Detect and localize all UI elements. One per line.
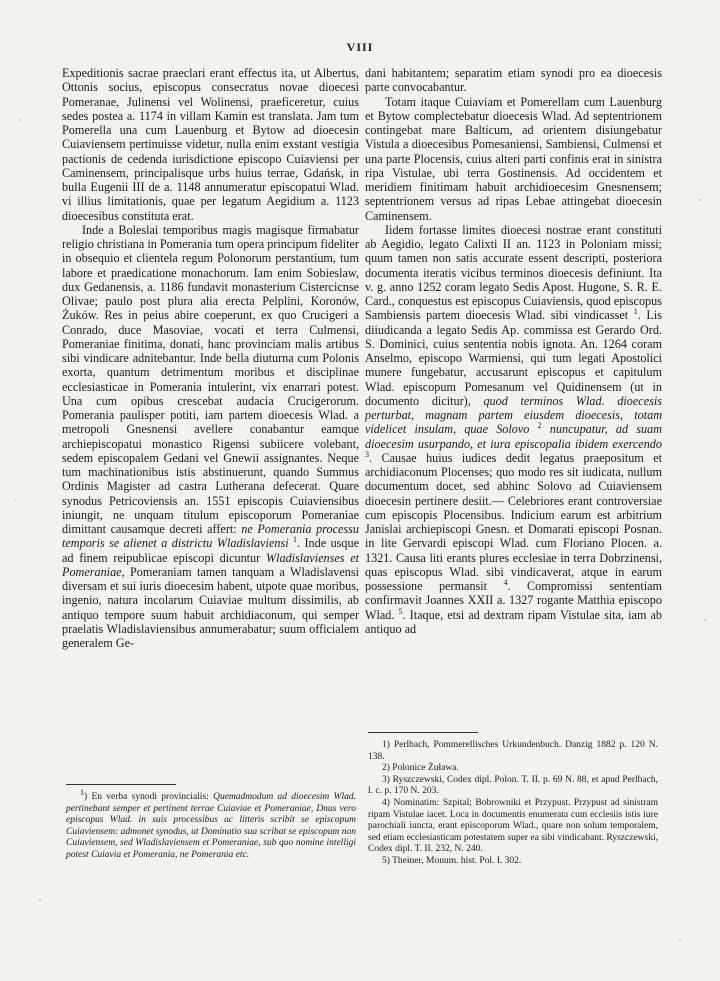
- footnote-rule-right: [368, 732, 478, 733]
- footnote-right-4: 4) Nominatim: Szpital; Bobrowniki et Przypust. Przypust ad sinistram ripam Vistulae iacet. Loca in documentis enumerata cum ecclesiis istis iure parochiali iuncta, erant episcoporum Wlad., quare non solum temporalem, sed etiam ecclesiasticam potestatem super ea sibi vindicabant. Ryszczewski, Codex dipl. T. II. 232, N. 240.: [368, 797, 658, 855]
- left-column: [62, 66, 359, 650]
- page-number: VIII: [346, 40, 374, 54]
- left-paragraph-1: Expeditionis sacrae praeclari erant effectus ita, ut Albertus, Ottonis socius, episcopus consecratus novae dioecesi Pomeranae, Julinensi vel Wolinensi, praeficeretur, cuius sedes postea a. 1174 in villam Kamin est translata. Jam tum Pomerella una cum Lauenburg et Bytow ad dioecesin Cuiaviensem pertinuisse videtur, nulla enim exstant vestigia pactionis de cedenda iurisdictione episcopo Cuiaviensi per Caminensem, principalisque urbs huius terrae, Gdańsk, in bulla Eugenii III de a. 1148 annumeratur episcopatui Wlad. vi illius limitationis, quae per legatum Aegidium a. 1123 dioecesibus constituta erat.: [62, 66, 359, 223]
- footnote-right-1: 1) Perlbach, Pommerellisches Urkundenbuch. Danzig 1882 p. 120 N. 138.: [368, 740, 658, 762]
- left-paragraph-2: Inde a Boleslai temporibus magis magisque firmabatur religio christiana in Pomerania tum opera principum fideliter in obsequio et clientela regum Polonorum perstantium, tum labore et praedicatione monachorum. Iam enim Sobieslaw, dux Gedanensis, a. 1186 fundavit monasterium Cistercicnse Olivae; paulo post plura alia erecta Pelplini, Koronów, Żuków. Res in peius abire coeperunt, ex quo Crucigeri a Conrado, duce Masoviae, vocati et terra Culmensi, Pomeraniae finitima, donati, hanc provinciam malis artibus sibi vindicare adnitebantur. Inde bella diuturna cum Polonis exorta, quantum detrimentum moribus et disciplinae ecclesiasticae in Pomerania intulerint, vix enarrari potest. Una cum opibus crescebat audacia Crucigerorum. Pomerania paulisper potiti, iam partem dioecesis Wlad. a metropoli Gnesnensi avellere conabantur eamque archiepiscopatui monastico Rigensi subiicere volebant, sedem episcopalem Gedani vel Gnewii assignantes. Neque tum machinationibus istis abstinuerunt, quando Summus Ordinis Magister ad castra Lutherana defecerat. Quare synodus Petricoviensis an. 1551 episcopis Cuiaviensibus iniungit, ne unquam titulum episcoporum Pomeraniae dimittant causamque decreti affert: ne Pomerania processu temporis se alienet a districtu Wladislaviensi $^1$. Inde usque ad finem reipublicae episcopi dicuntur Wladislavienses et Pomeraniae, Pomeraniam tamen tanquam a Wladislavensi diversam et sui iuris dioecesim habent, utpote quae moribus, ingenio, natura incolarum Cuiaviae multum dissimilis, ab antiquo tempore suum habuit archidiaconum, qui semper praelatis Wladislaviensibus annumerabatur; suum officialem generalem Ge-: [62, 222, 360, 650]
- footnote-right-3: 3) Ryszczewski, Codex dipl. Polon. T. II. p. 69 N. 88, et apud Perlbach, l. c. p. 170 N. 203.: [368, 774, 658, 797]
- footnotes-right: [368, 740, 658, 868]
- footnote-right-5: 5) Theiner, Monum. hist. Pol. I. 302.: [382, 855, 522, 866]
- footnotes-left: [66, 787, 357, 862]
- right-column: [365, 66, 662, 636]
- right-paragraph-3: Iidem fortasse limites dioecesi nostrae erant constituti ab Aegidio, legato Calixti II an. 1123 in Poloniam missi; quum tamen non satis accurate essent descripti, posteriora documenta iteratis vicibus terminos dioecesis definiunt. Ita v. g. anno 1252 coram legato Sedis Apost. Hugone, S. R. E. Card., conquestus est episcopus Cuiaviensis, quod episcopus Sambiensis partem dioecesis Wlad. sibi vindicasset $^1$. Lis diiudicanda a legato Sedis Ap. commissa est Gerardo Ord. S. Dominici, cuius sententia nobis ignota. An. 1264 coram Anselmo, episcopo Warmiensi, qui tum legati Apostolici munere fungebatur, accusarunt episcopus et capitulum Wlad. episcopum Pomesanum vel Quidinensem (ut in documento dicitur), quod terminos Wlad. dioecesis perturbat, magnam partem eiusdem dioecesis, totam videlicet insulam, quae Solovo $^2$ nuncupatur, ad suam dioecesim usurpando, et iura episcopalia ibidem exercendo $^3$. Causae huius iudices dedit legatus praepositum et archidiaconum Plocenses; quo modo res sit iudicata, nullum documentum docet, sed abhinc Solovo ad Cuiaviensem dioecesin pertinere desiit.— Celebriores erant controversiae cum episcopis Plocensibus. Indicium earum est arbitrium Janislai archiepiscopi Gnesn. et Domarati episcopi Posnan. in lite Gervardi episcopi Wlad. cum Floriano Plocen. a. 1321. Causa liti erants plures ecclesiae in terra Dobrzinensi, quas episcopus Wlad. sibi vindicaverat, atque in earum possessione permansit $^4$. Compromissi sententiam confirmavit Joannes XXII a. 1327 rogante Matthia episcopo Wlad. $^5$. Itaque, etsi ad dextram ripam Vistulae sita, iam ab antiquo ad: [365, 222, 663, 636]
- footnote-left-1: $^1$) En verba synodi provincialis: Quemadmodum ad dioecesim Wlad. pertinebant semper et pertinent terrae Cuiaviae et Pomeraniae, Dnus vero episcopus Wlad. in suis processibus ac litteris scribit se episcopum Cuiaviensem: admonet synodus, ut Dominatio sua scribat se episcopum non Cuiaviensem, sed Wladislaviensem et Pomeraniae, sub quo nomine intelligi potest Cuiavia et Pomerania, ne Pomerania etc.: [66, 787, 357, 860]
- right-paragraph-2: Totam itaque Cuiaviam et Pomerellam cum Lauenburg et Bytow complectebatur dioecesis Wlad. Ad septentrionem contingebat mare Balticum, ad orientem disiungebatur Vistula a dioecesibus Pomesaniensi, Sambiensi, Culmensi et una parte Plocensis, cuius alteri parti confinis erat in sinistra ripa Vistulae, ubi terra Gostinensis. Ad occidentem et meridiem finitimam habuit archidioecesim Gnesnensem; septentrionem versus ad ripas Lebae attingebat dioecesin Caminensem.: [365, 94, 662, 223]
- footnote-rule-left: [66, 784, 176, 785]
- right-paragraph-1: dani habitantem; separatim etiam synodi pro ea dioecesis parte convocabantur.: [365, 66, 662, 95]
- footnote-right-2: 2) Polonice Żuława.: [382, 763, 459, 774]
